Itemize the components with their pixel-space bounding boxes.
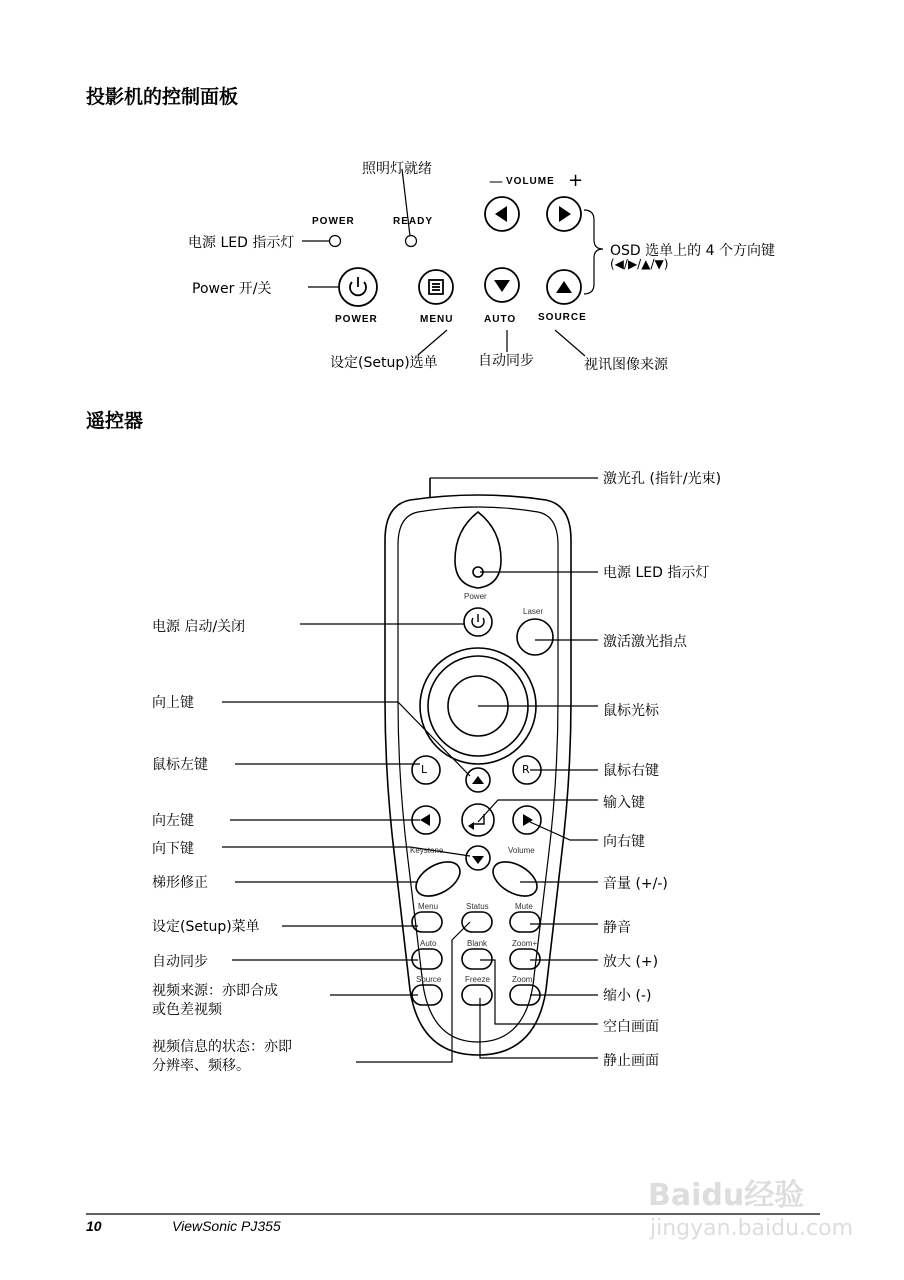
remote-mute-caption: Mute <box>515 902 533 911</box>
remote-source-label-1: 视频来源：亦即合成 <box>152 983 278 999</box>
panel-power-onoff-label: Power 开/关 <box>192 281 272 297</box>
setup-menu-label: 设定(Setup)选单 <box>330 355 438 371</box>
remote-up-label: 向上键 <box>152 695 194 711</box>
ready-caption: 照明灯就绪 <box>362 161 432 177</box>
remote-laser-activate-label: 激活激光指点 <box>603 634 687 650</box>
osd-keys-label-2: (◀/▶/▲/▼) <box>610 257 669 271</box>
ready-led-small: READY <box>393 216 434 227</box>
remote-right-label: 向右键 <box>603 834 645 850</box>
remote-status-label-2: 分辨率、频移。 <box>152 1058 250 1074</box>
remote-zoom-in-label: 放大 (+) <box>603 954 659 970</box>
remote-zoom-out-caption: Zoom- <box>512 975 536 984</box>
page-number: 10 <box>86 1218 102 1234</box>
remote-down-label: 向下键 <box>152 841 194 857</box>
remote-blank-caption: Blank <box>467 939 488 948</box>
remote-zoom-out-label: 缩小 (-) <box>603 988 652 1004</box>
remote-blank-label: 空白画面 <box>603 1019 659 1035</box>
panel-menu-button-label: MENU <box>420 314 454 325</box>
remote-enter-label: 输入键 <box>603 795 645 811</box>
remote-keystone-label: 梯形修正 <box>152 875 208 891</box>
watermark-url: jingyan.baidu.com <box>650 1216 854 1241</box>
watermark-brand: Baidu经验 <box>648 1178 805 1213</box>
remote-source-caption: Source <box>416 975 442 984</box>
remote-volume-caption: Volume <box>508 846 535 855</box>
remote-freeze-caption: Freeze <box>465 975 490 984</box>
volume-label: VOLUME <box>506 176 555 187</box>
remote-status-label-1: 视频信息的状态：亦即 <box>152 1039 292 1055</box>
remote-heading: 遥控器 <box>86 410 144 432</box>
remote-r-caption: R <box>522 763 530 776</box>
volume-minus: — <box>489 174 503 190</box>
remote-l-caption: L <box>421 763 428 776</box>
auto-sync-label: 自动同步 <box>478 353 534 369</box>
remote-power-led-label: 电源 LED 指示灯 <box>603 565 710 581</box>
remote-laser-caption: Laser <box>523 607 544 616</box>
remote-status-caption: Status <box>466 902 489 911</box>
panel-power-led-label: 电源 LED 指示灯 <box>188 235 295 251</box>
footer-model: ViewSonic PJ355 <box>172 1218 281 1234</box>
remote-mouse-cursor-label: 鼠标光标 <box>603 703 659 719</box>
panel-auto-button-label: AUTO <box>484 314 517 325</box>
power-led-small: POWER <box>312 216 355 227</box>
remote-auto-sync-label: 自动同步 <box>152 954 208 970</box>
video-source-label: 视讯图像来源 <box>584 357 668 373</box>
remote-mouse-right-label: 鼠标右键 <box>603 763 659 779</box>
panel-power-button-label: POWER <box>335 314 378 325</box>
remote-zoom-in-caption: Zoom+ <box>512 939 538 948</box>
control-panel-heading: 投影机的控制面板 <box>86 86 239 108</box>
remote-left-label: 向左键 <box>152 813 194 829</box>
remote-freeze-label: 静止画面 <box>603 1053 659 1069</box>
remote-mouse-left-label: 鼠标左键 <box>152 757 208 773</box>
remote-power-caption: Power <box>464 592 487 601</box>
panel-source-button-label: SOURCE <box>538 312 587 323</box>
remote-auto-caption: Auto <box>420 939 437 948</box>
remote-source-label-2: 或色差视频 <box>152 1002 222 1018</box>
remote-power-label: 电源 启动/关闭 <box>152 619 246 635</box>
remote-setup-menu-label: 设定(Setup)菜单 <box>152 919 260 935</box>
remote-menu-caption: Menu <box>418 902 439 911</box>
osd-keys-label-1: OSD 选单上的 4 个方向键 <box>610 243 775 259</box>
volume-plus: + <box>568 170 584 191</box>
remote-mute-label: 静音 <box>603 920 631 936</box>
remote-laser-hole-label: 激光孔 (指针/光束) <box>603 471 722 487</box>
remote-volume-label: 音量 (+/-) <box>603 876 668 892</box>
remote-keystone-caption: Keystone <box>410 846 444 855</box>
